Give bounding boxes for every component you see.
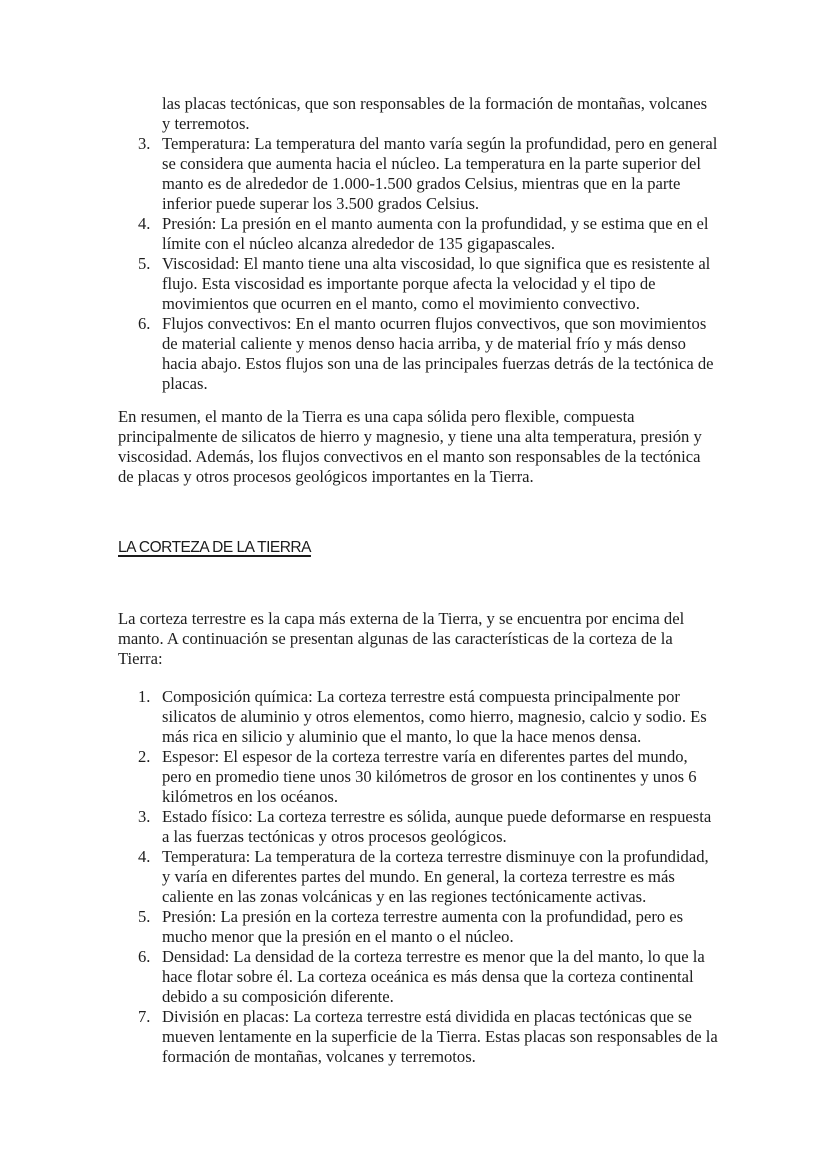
list-item	[118, 947, 718, 1007]
list-item-number: 4.	[138, 847, 151, 866]
section-heading-corteza: LA CORTEZA DE LA TIERRA	[118, 539, 311, 556]
list-item-number: 1.	[138, 687, 151, 706]
list-item	[118, 687, 718, 747]
list-item	[118, 747, 718, 807]
list-item-text: Presión: La presión en el manto aumenta con la profundidad, y se estima que en el límite con el núcleo alcanza alrededor de 135 gigapascales.	[162, 214, 709, 253]
list-item	[118, 807, 718, 847]
list-item	[118, 1007, 718, 1067]
crust-intro-paragraph: La corteza terrestre es la capa más externa de la Tierra, y se encuentra por encima del manto. A continuación se presentan algunas de las características de la corteza de la Tierra:	[118, 609, 685, 668]
list-item-text: Densidad: La densidad de la corteza terrestre es menor que la del manto, lo que la hace flotar sobre él. La corteza oceánica es más densa que la corteza continental debido a su composición diferente.	[162, 947, 705, 1006]
list-item-text: Estado físico: La corteza terrestre es sólida, aunque puede deformarse en respuesta a las fuerzas tectónicas y otros procesos geológicos.	[162, 807, 712, 846]
list-item-number: 3.	[138, 134, 151, 153]
mantle-characteristics-list	[118, 134, 718, 394]
list-item-number: 6.	[138, 314, 151, 333]
list-item	[118, 254, 718, 314]
list-item-text: Flujos convectivos: En el manto ocurren flujos convectivos, que son movimientos de material caliente y menos denso hacia arriba, y de material frío y más denso hacia abajo. Estos flujos son una de las principales fuerzas detrás de la tectónica de placas.	[162, 314, 714, 393]
list-item-text: Temperatura: La temperatura del manto varía según la profundidad, pero en general se considera que aumenta hacia el núcleo. La temperatura en la parte superior del manto es de alrededor de 1.000-1.500 grados Celsius, mientras que en la parte inferior puede superar los 3.500 grados Celsius.	[162, 134, 718, 213]
list-item-number: 6.	[138, 947, 151, 966]
crust-characteristics-list	[118, 687, 718, 1067]
list-item-number: 5.	[138, 254, 151, 273]
list-item-text: Viscosidad: El manto tiene una alta viscosidad, lo que significa que es resistente al flujo. Esta viscosidad es importante porque afecta la velocidad y el tipo de movimientos que ocurren en el manto, como el movimiento convectivo.	[162, 254, 711, 313]
list-continuation-text: las placas tectónicas, que son responsables de la formación de montañas, volcanes y terremotos.	[162, 94, 708, 133]
list-item-text: Temperatura: La temperatura de la corteza terrestre disminuye con la profundidad, y varía en diferentes partes del mundo. En general, la corteza terrestre es más caliente en las zonas volcánicas y en las regiones tectónicamente activas.	[162, 847, 709, 906]
list-item	[118, 134, 718, 214]
list-item	[118, 847, 718, 907]
list-item	[118, 314, 718, 394]
list-item-number: 7.	[138, 1007, 151, 1026]
list-item	[118, 214, 718, 254]
list-item-text: Composición química: La corteza terrestre está compuesta principalmente por silicatos de aluminio y otros elementos, como hierro, magnesio, calcio y sodio. Es más rica en silicio y aluminio que el manto, lo que la hace menos densa.	[162, 687, 707, 746]
list-item-number: 5.	[138, 907, 151, 926]
list-item-number: 2.	[138, 747, 151, 766]
mantle-summary-paragraph: En resumen, el manto de la Tierra es una capa sólida pero flexible, compuesta principalmente de silicatos de hierro y magnesio, y tiene una alta temperatura, presión y viscosidad. Además, los flujos convectivos en el manto son responsables de la tectónica de placas y otros procesos geológicos importantes en la Tierra.	[118, 407, 702, 486]
list-item-number: 3.	[138, 807, 151, 826]
list-item-text: Espesor: El espesor de la corteza terrestre varía en diferentes partes del mundo, pero en promedio tiene unos 30 kilómetros de grosor en los continentes y unos 6 kilómetros en los océanos.	[162, 747, 697, 806]
list-item-text: Presión: La presión en la corteza terrestre aumenta con la profundidad, pero es mucho menor que la presión en el manto o el núcleo.	[162, 907, 684, 946]
list-item-number: 4.	[138, 214, 151, 233]
list-item-text: División en placas: La corteza terrestre está dividida en placas tectónicas que se mueven lentamente en la superficie de la Tierra. Estas placas son responsables de la formación de montañas, volcanes y terremotos.	[162, 1007, 718, 1066]
list-item	[118, 907, 718, 947]
